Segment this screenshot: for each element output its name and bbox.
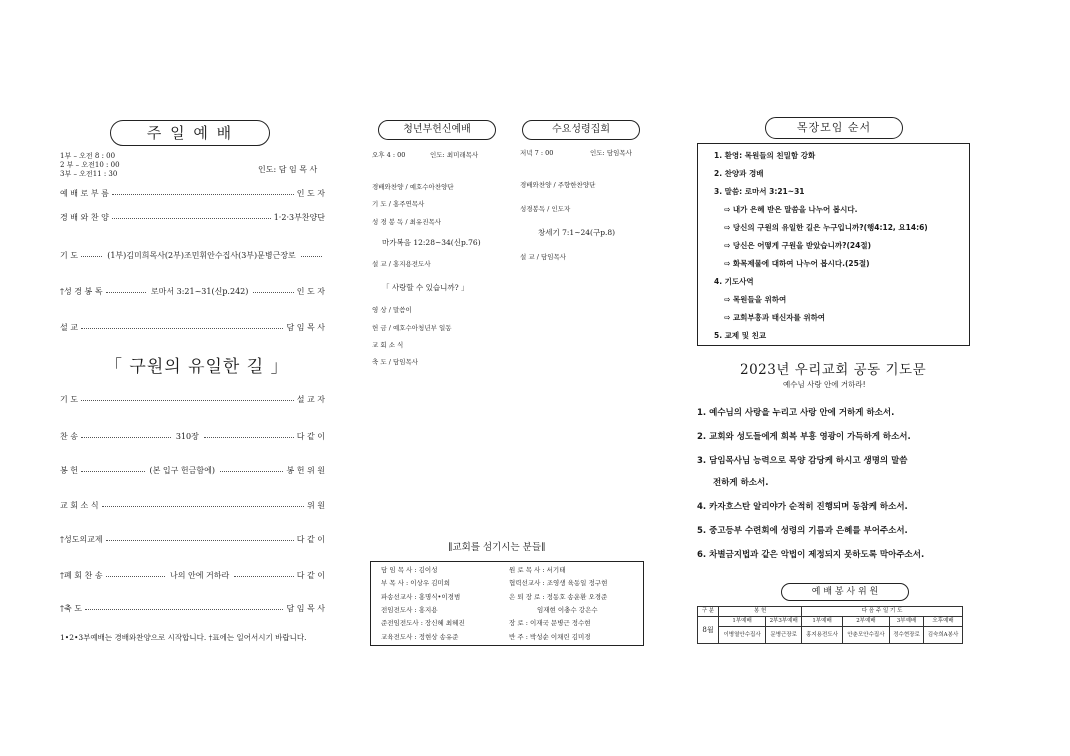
leader-dots	[85, 608, 283, 610]
order-label: 경 배 와 찬 양	[60, 213, 109, 222]
youth-title: 청년부헌신예배	[378, 120, 496, 140]
service-table	[697, 606, 963, 644]
leader-dots	[106, 291, 146, 293]
time-3: 3부 – 오전11 : 30	[60, 170, 118, 178]
text-line: 임재현 이충수 강은수	[537, 605, 598, 614]
order-role: 담 임 목 사	[286, 323, 325, 332]
text-line: 협력선교사 : 조영생 육동일 정구현	[509, 579, 608, 588]
h-offering: 봉 헌	[719, 607, 802, 617]
order-row	[60, 286, 325, 297]
order-role: 1·2·3부찬양단	[273, 213, 325, 222]
youth-item: 축 도 / 담임목사	[372, 358, 419, 366]
prayer-item: 6. 차별금지법과 같은 악법이 제정되지 못하도록 막아주소서.	[697, 550, 925, 560]
order-label: †폐 회 찬 송	[60, 571, 103, 580]
sub-3: 1부예배	[802, 617, 843, 627]
order-detail: 나의 안에 거하라	[170, 571, 230, 580]
text-line: 부 목 사 : 이상우 김미희	[381, 579, 451, 588]
prayer-item: 전하게 하소서.	[713, 478, 769, 488]
order-role: 위 원	[307, 501, 325, 510]
youth-item: 기 도 / 홍주연목사	[372, 200, 425, 208]
order-label: 교 회 소 식	[60, 501, 99, 510]
leader-dots	[112, 217, 271, 219]
leader-dots	[81, 436, 171, 438]
wed-item: 경배와찬양 / 주향한찬양단	[520, 181, 596, 189]
service-title: 예 배 봉 사 위 원	[781, 583, 909, 601]
name-3: 홍지용전도사	[802, 627, 843, 644]
text-line: 3. 말씀: 로마서 3:21~31	[714, 187, 805, 196]
youth-item: 영 상 / 말씀이	[372, 306, 412, 314]
order-label: 기 도	[60, 251, 78, 260]
time-2: 2 부 – 오전10 : 00	[60, 161, 120, 169]
youth-item: 헌 금 / 예호수아청년부 일동	[372, 324, 452, 332]
leader-dots	[106, 575, 166, 577]
text-line: 원 로 목 사 : 서기태	[509, 566, 566, 574]
text-line: 파송선교사 : 홍명식•이경범	[381, 592, 461, 601]
leader-dots	[112, 193, 294, 195]
text-line: 교육전도사 : 정현상 송유준	[381, 632, 459, 641]
youth-item: 설 교 / 홍지용전도사	[372, 260, 431, 268]
order-role: 다 같 이	[296, 571, 326, 580]
wed-time: 저녁 7 : 00	[520, 149, 554, 157]
text-line: 1. 환영: 목원들의 친밀함 강화	[714, 151, 816, 160]
order-label: 찬 송	[60, 432, 78, 441]
order-row	[60, 570, 325, 581]
cell-box	[697, 143, 970, 346]
sunday-title: 주 일 예 배	[110, 120, 270, 146]
wed-item: 설 교 / 담임목사	[520, 253, 567, 261]
order-row	[60, 465, 325, 476]
prayer-item: 4. 카자흐스탄 알리야가 순적히 진행되며 동참케 하소서.	[697, 502, 908, 512]
sub-5: 3부예배	[889, 617, 923, 627]
youth-item: 교 회 소 식	[372, 341, 404, 349]
order-role: 다 같 이	[296, 535, 325, 544]
youth-time: 오후 4 : 00	[372, 151, 406, 159]
service-times	[60, 152, 120, 179]
wed-scripture: 창세기 7:1~24(구p.8)	[538, 228, 616, 237]
order-role: 인 도 자	[296, 287, 325, 296]
order-row	[60, 322, 325, 333]
order-role: 다 같 이	[296, 432, 325, 441]
text-line: 5. 교제 및 친교	[714, 331, 767, 340]
text-line: 은 퇴 장 로 : 정동호 송운환 오경준	[509, 592, 608, 601]
sunday-footnote: 1•2•3부예배는 경배와찬양으로 시작합니다. †표에는 일어서시기 바랍니다.	[60, 633, 307, 642]
leader-dots	[81, 327, 283, 329]
text-line: ⇨ 내가 은혜 받은 말씀을 나누어 봅시다.	[724, 205, 858, 214]
order-row	[60, 603, 325, 614]
text-line: ⇨ 화목제물에 대하여 나누어 봅시다.(25절)	[724, 259, 870, 268]
order-label: 봉 헌	[60, 466, 78, 475]
leader-dots	[234, 575, 294, 577]
leader-dots	[204, 436, 294, 438]
h-division: 구 분	[698, 607, 719, 617]
leader-dots	[106, 539, 294, 541]
text-line: 장 로 : 이재국 문병근 정수현	[509, 619, 591, 628]
order-role: 설 교 자	[296, 395, 325, 404]
leader-dots	[81, 470, 145, 472]
leader-dots	[253, 291, 293, 293]
time-1: 1부 – 오전 8 : 00	[60, 152, 116, 160]
staff-box	[370, 561, 644, 646]
youth-item: 경배와찬양 / 예호수아찬양단	[372, 183, 454, 191]
youth-scripture: 마가복음 12:28~34(신p.76)	[382, 238, 481, 247]
text-line: 전임전도사 : 홍지용	[381, 605, 438, 614]
order-label: †성 경 봉 독	[60, 287, 103, 296]
order-role: 담 임 목 사	[286, 604, 325, 613]
wed-title: 수요성령집회	[522, 120, 640, 140]
times-leader: 인도: 담 임 목 사	[258, 165, 318, 174]
order-row	[60, 500, 325, 511]
h-next-prayer: 다 음 주 일 기 도	[802, 607, 963, 617]
prayer-subtitle: 예수님 사랑 안에 거하라!	[783, 380, 866, 389]
youth-item: 성 경 봉 독 / 최유진목사	[372, 218, 442, 226]
leader-dots	[220, 470, 284, 472]
leader-dots	[301, 255, 322, 257]
leader-dots	[81, 399, 294, 401]
wed-leader: 인도: 담임목사	[590, 149, 632, 157]
leader-dots	[102, 505, 304, 507]
text-line: ⇨ 당신은 어떻게 구원을 받았습니까?(24절)	[724, 241, 872, 250]
prayer-item: 5. 중고등부 수련회에 성령의 기름과 은혜를 부어주소서.	[697, 526, 908, 536]
order-label: †축 도	[60, 604, 82, 613]
text-line: ⇨ 당신의 구원의 유일한 길은 누구입니까?(행4:12, 요14:6)	[724, 223, 928, 232]
prayer-item: 2. 교회와 성도들에게 회복 부흥 영광이 가득하게 하소서.	[697, 432, 911, 442]
sub-4: 2부예배	[842, 617, 889, 627]
name-2: 문병근장로	[766, 627, 802, 644]
order-detail: (본 입구 헌금함에)	[149, 466, 215, 475]
name-5: 정수현장로	[889, 627, 923, 644]
order-detail: 로마서 3:21~31(신p.242)	[150, 287, 249, 296]
sub-2: 2부3부예배	[766, 617, 802, 627]
order-row	[60, 394, 325, 405]
prayer-item: 1. 예수님의 사랑을 누리고 사랑 안에 거하게 하소서.	[697, 408, 895, 418]
text-line: ⇨ 목원들을 위하여	[724, 295, 787, 304]
sermon-title: 「 구원의 유일한 길 」	[105, 357, 289, 377]
order-row	[60, 188, 325, 199]
order-row	[60, 212, 325, 223]
prayer-title: 2023년 우리교회 공동 기도문	[740, 362, 927, 378]
text-line: 반 주 : 박성순 이채린 김미경	[509, 632, 591, 641]
order-row	[60, 431, 325, 442]
order-row	[60, 534, 325, 545]
order-detail: (1부)김미희목사(2부)조민휘안수집사(3부)문병근장로	[107, 251, 296, 260]
sub-6: 오후예배	[924, 617, 963, 627]
name-1: 이병열안수집사	[719, 627, 766, 644]
wed-item: 성경봉독 / 인도자	[520, 205, 571, 213]
staff-title: ∥교회를 섬기시는 분들∥	[448, 542, 546, 553]
text-line: 담 임 목 사 : 김이성	[381, 566, 438, 574]
month-cell: 8월	[698, 617, 719, 644]
order-label: 기 도	[60, 395, 78, 404]
order-role: 봉 헌 위 원	[286, 466, 326, 475]
text-line: 4. 기도사역	[714, 277, 754, 286]
prayer-item: 3. 담임목사님 능력으로 목양 감당케 하시고 생명의 말씀	[697, 456, 908, 466]
order-row	[60, 250, 325, 261]
order-detail: 310장	[175, 432, 199, 441]
name-4: 안춘모안수집사	[842, 627, 889, 644]
order-role: 인 도 자	[296, 189, 325, 198]
order-label: †성도의교제	[60, 535, 103, 544]
text-line: 준전임전도사 : 장신혜 최혜진	[381, 619, 465, 628]
youth-sermon-title: 「 사랑할 수 있습니까? 」	[382, 283, 469, 292]
text-line: 2. 찬양과 경배	[714, 169, 764, 178]
sub-1: 1부예배	[719, 617, 766, 627]
cell-title: 목장모임 순서	[765, 117, 903, 139]
youth-leader: 인도: 최미래목사	[430, 151, 479, 159]
leader-dots	[81, 255, 102, 257]
order-label: 설 교	[60, 323, 78, 332]
name-6: 김숙희A봉사	[924, 627, 963, 644]
order-label: 예 배 로 부 름	[60, 189, 109, 198]
text-line: ⇨ 교회부흥과 태신자를 위하여	[724, 313, 826, 322]
